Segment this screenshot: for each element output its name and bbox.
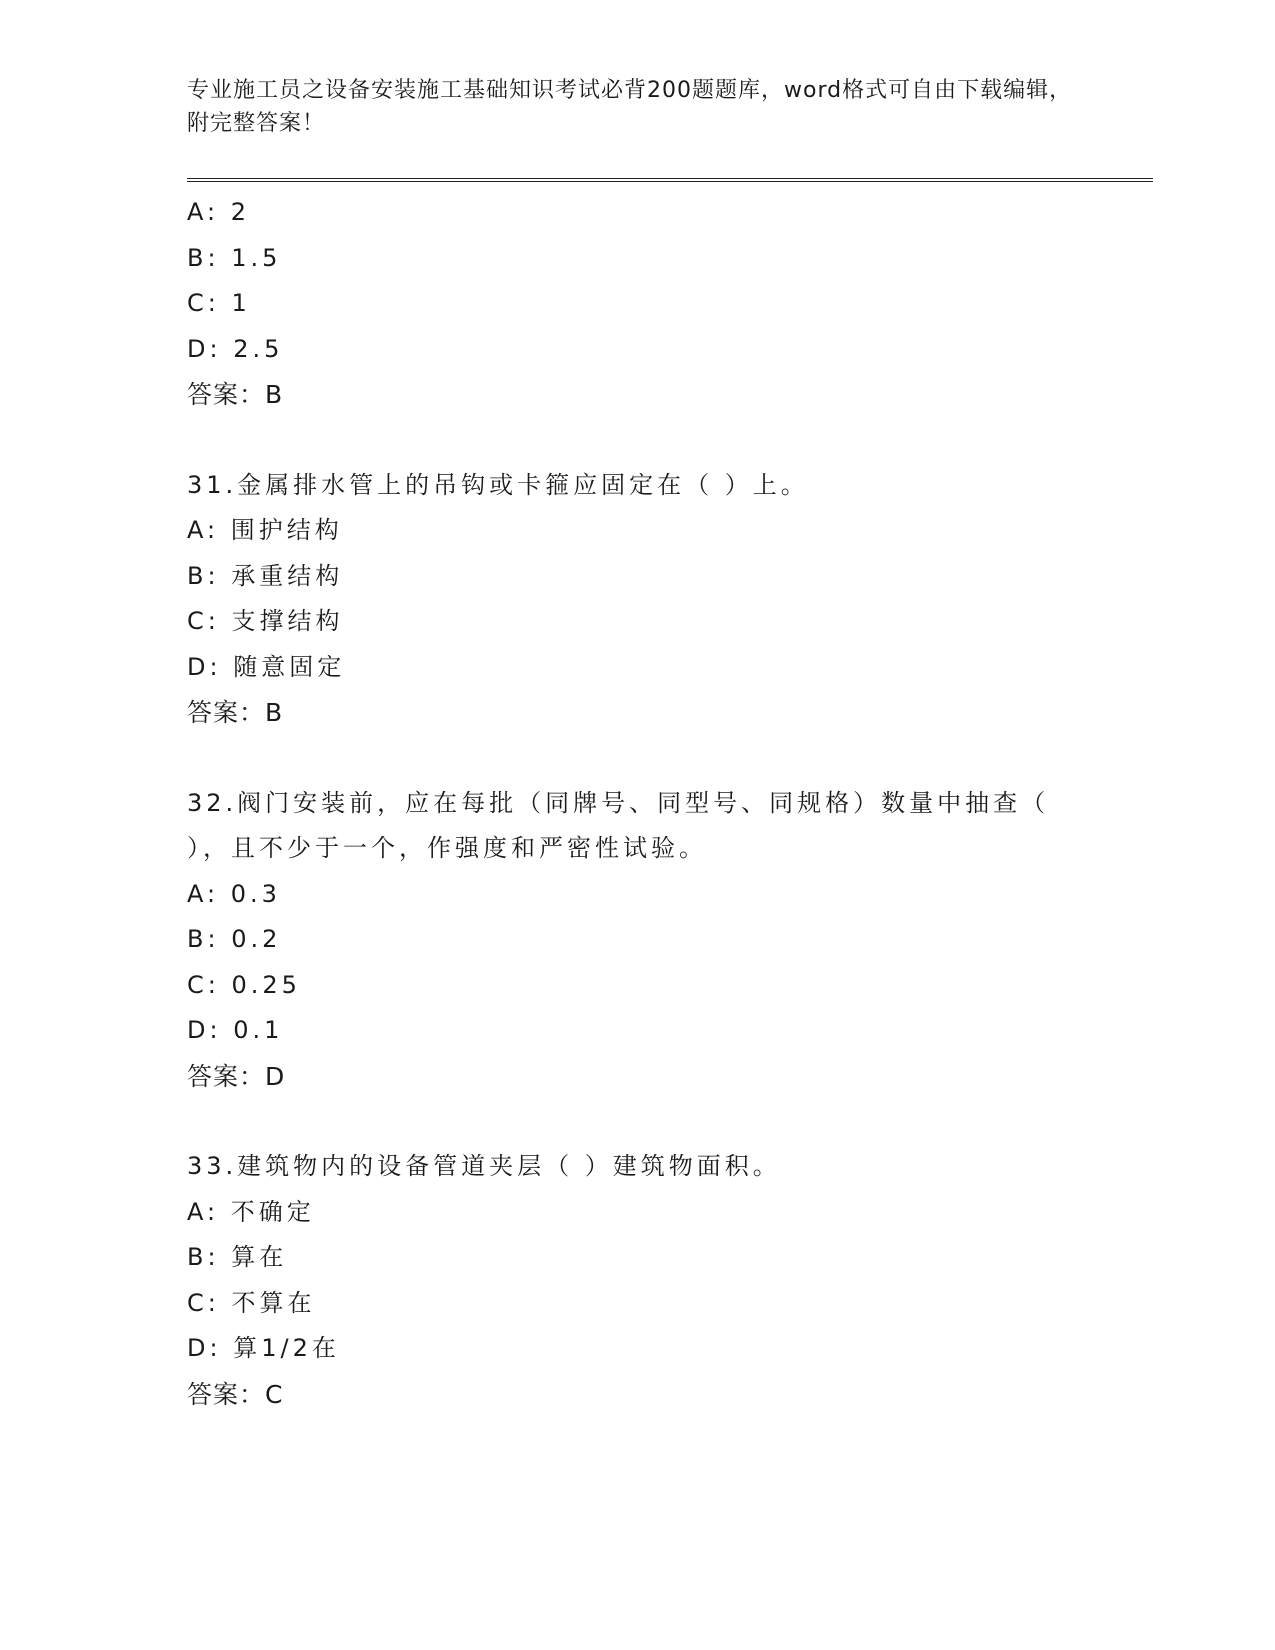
question-32 xyxy=(187,781,1087,1100)
question-list xyxy=(187,190,1087,1417)
page-header-title: 专业施工员之设备安装施工基础知识考试必背200题题库，word格式可自由下载编辑，附完整答案！ xyxy=(187,78,1073,136)
option-d: D: 2.5 xyxy=(187,334,284,363)
question-33 xyxy=(187,1144,1087,1417)
option-d: D: 随意固定 xyxy=(187,652,346,681)
answer-line: 答案：C xyxy=(187,1379,284,1409)
option-a: A: 围护结构 xyxy=(187,516,343,544)
option-b: B: 承重结构 xyxy=(187,561,344,590)
header-divider xyxy=(187,178,1153,182)
question-31 xyxy=(187,463,1087,736)
option-a: A: 2 xyxy=(187,198,251,226)
answer-line: 答案：D xyxy=(187,1061,286,1091)
option-a: A: 不确定 xyxy=(187,1197,315,1226)
option-b: B: 算在 xyxy=(187,1243,288,1271)
answer-line: 答案：B xyxy=(187,698,284,727)
option-c: C: 支撑结构 xyxy=(187,607,344,635)
option-b: B: 0.2 xyxy=(187,925,282,953)
question-fragment xyxy=(187,190,1087,418)
option-b: B: 1.5 xyxy=(187,243,282,272)
option-c: C: 1 xyxy=(187,289,251,317)
question-stem: 32.阀门安装前，应在每批（同牌号、同型号、同规格）数量中抽查（ ），且不少于一个，作强度和严密性试验。 xyxy=(187,788,1050,862)
question-stem: 31.金属排水管上的吊钩或卡箍应固定在（ ）上。 xyxy=(187,470,809,499)
option-d: D: 算1/2在 xyxy=(187,1334,340,1362)
option-c: C: 不算在 xyxy=(187,1288,316,1317)
answer-line: 答案：B xyxy=(187,380,284,409)
option-a: A: 0.3 xyxy=(187,879,281,908)
question-stem: 33.建筑物内的设备管道夹层（ ）建筑物面积。 xyxy=(187,1152,781,1180)
option-c: C: 0.25 xyxy=(187,970,301,999)
option-d: D: 0.1 xyxy=(187,1016,284,1044)
